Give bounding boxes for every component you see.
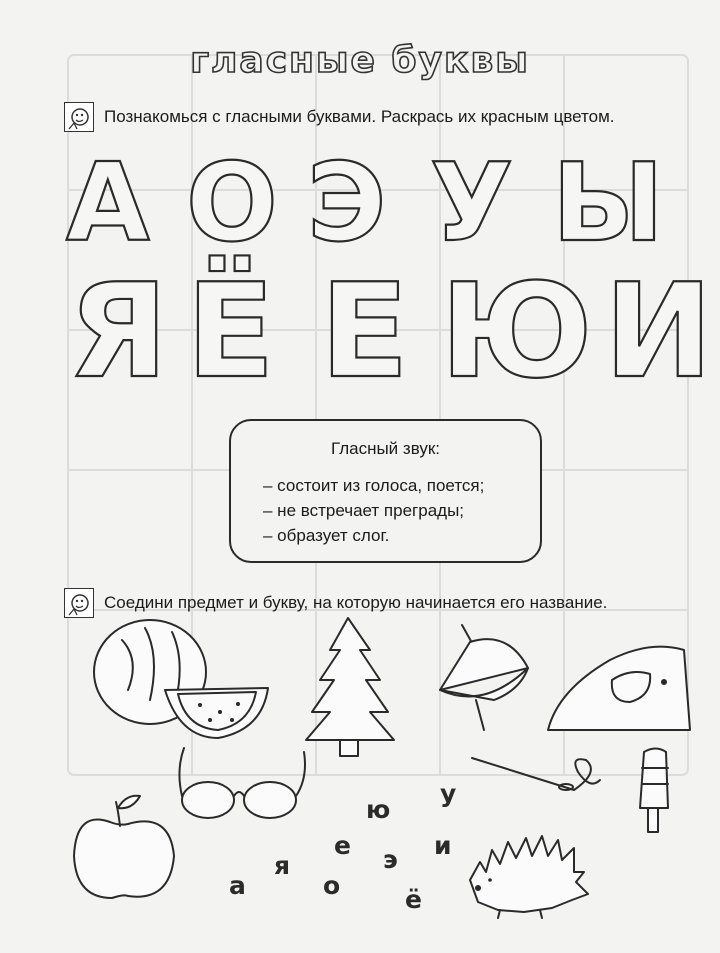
rule-title: Гласный звук: xyxy=(330,439,441,458)
watermelon-icon xyxy=(94,620,268,738)
vowel-letter-i: И xyxy=(604,255,713,407)
page-title: гласные буквы xyxy=(190,40,530,81)
glasses-icon xyxy=(179,748,305,818)
iron-icon xyxy=(548,647,690,730)
scatter-letter-ye[interactable]: е xyxy=(334,831,351,860)
ice-cream-icon xyxy=(640,749,668,833)
spinning-top-icon xyxy=(440,625,528,730)
scatter-letter-yu[interactable]: ю xyxy=(366,795,391,824)
rule-item: – образует слог. xyxy=(263,526,390,545)
needle-icon xyxy=(472,758,600,790)
scatter-letter-e-reversed[interactable]: э xyxy=(383,845,398,874)
vowel-letter-a: А xyxy=(66,141,150,266)
scatter-letter-u[interactable]: у xyxy=(440,779,457,808)
scatter-letter-i[interactable]: и xyxy=(434,831,452,860)
scatter-letter-a[interactable]: а xyxy=(229,871,246,900)
vowel-letter-yu: Ю xyxy=(440,255,593,407)
vowel-letter-o: О xyxy=(186,141,278,266)
apple-icon xyxy=(74,796,174,898)
vowel-letter-ya: Я xyxy=(68,255,169,407)
vowel-letter-u: У xyxy=(430,141,514,266)
vowel-letter-ye: Е xyxy=(320,255,409,407)
scatter-letter-o[interactable]: о xyxy=(323,871,341,900)
fir-tree-icon xyxy=(306,618,394,756)
vowel-letter-y: Ы xyxy=(552,141,664,266)
vowel-letter-e-reversed: Э xyxy=(307,141,387,266)
hedgehog-icon xyxy=(470,836,588,918)
rule-item: – не встречает преграды; xyxy=(263,501,465,520)
task-1-text: Познакомься с гласными буквами. Раскрась их красным цветом. xyxy=(104,107,615,126)
rule-item: – состоит из голоса, поется; xyxy=(263,476,485,495)
scatter-letter-yo[interactable]: ё xyxy=(405,885,422,914)
vowel-letter-yo: Ё xyxy=(186,255,275,407)
task-2-text: Соедини предмет и букву, на которую начинается его название. xyxy=(104,593,608,612)
scatter-letter-ya[interactable]: я xyxy=(274,851,291,880)
